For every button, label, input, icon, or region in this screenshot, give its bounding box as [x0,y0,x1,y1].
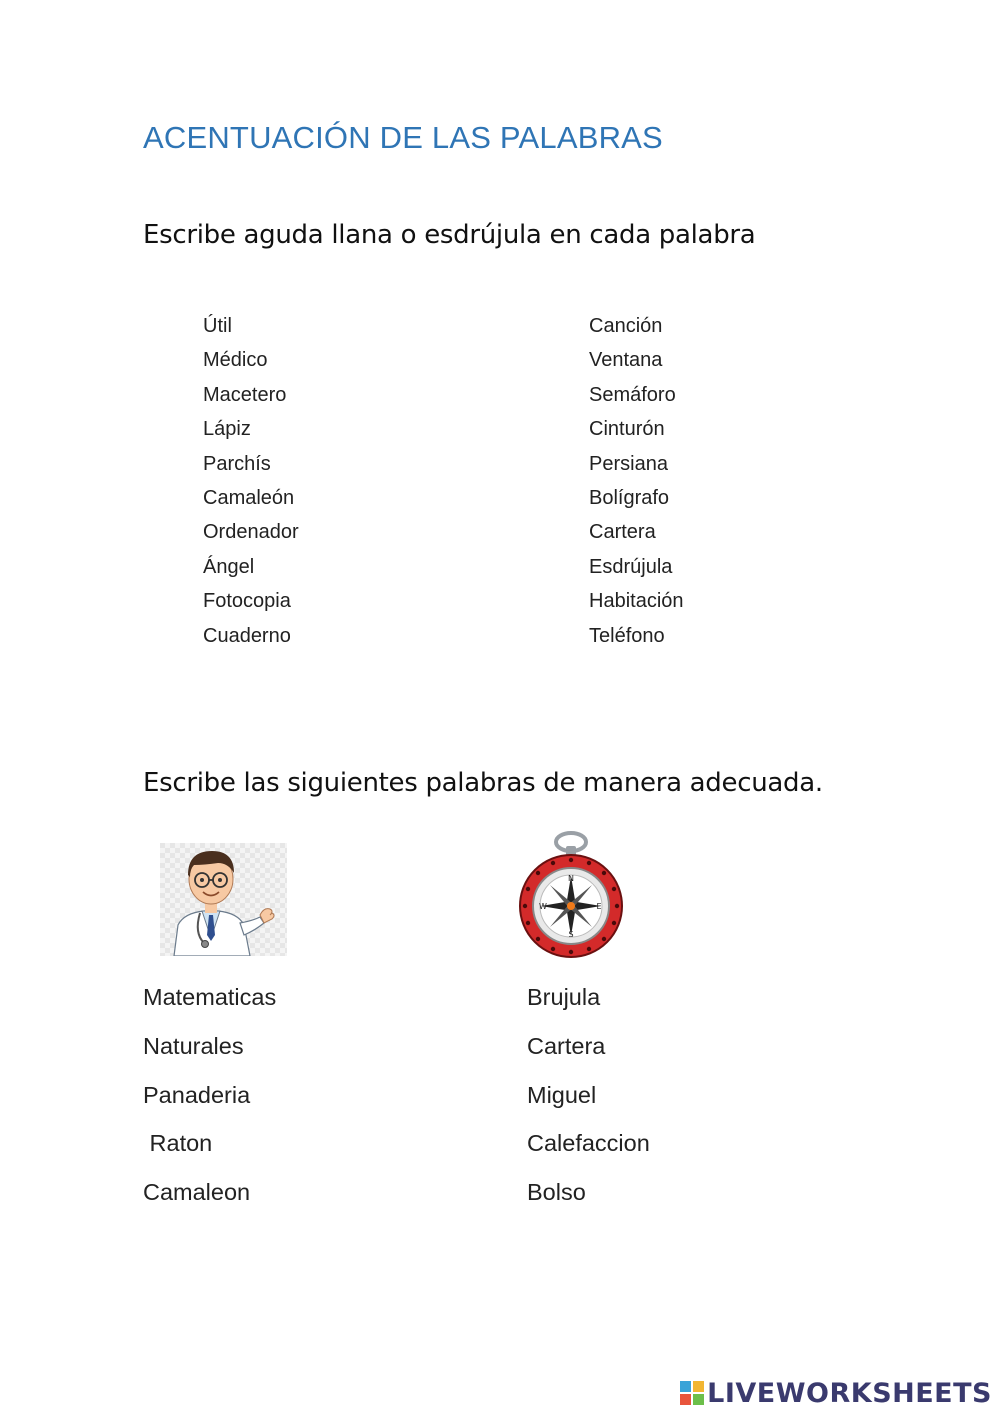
word-item: Médico [203,349,268,372]
word-item: Ventana [589,349,663,372]
spelling-word: Brujula [527,984,601,1010]
compass-north-label: N [568,874,574,883]
word-item: Útil [203,315,232,337]
spelling-word: Matematicas [143,984,277,1010]
word-item: Fotocopia [203,590,291,613]
spelling-column-right [527,982,650,1226]
spelling-word: Cartera [527,1032,606,1059]
word-item: Ordenador [203,521,299,544]
compass-east-label: E [596,902,602,911]
instruction-2: Escribe las siguientes palabras de manera adecuada. [143,768,823,798]
word-item: Semáforo [589,383,676,406]
word-item: Habitación [589,590,684,613]
compass-south-label: S [568,930,574,939]
liveworksheets-logo-icon [680,1381,704,1405]
word-item: Cinturón [589,418,665,441]
word-item: Teléfono [589,624,665,647]
spelling-word: Calefaccion [527,1130,650,1157]
word-item: Parchís [203,452,271,475]
word-item: Esdrújula [589,555,673,578]
instruction-1: Escribe aguda llana o esdrújula en cada palabra [143,220,756,250]
spelling-column-left [143,982,276,1226]
liveworksheets-logo [680,1376,992,1410]
spelling-word: Bolso [527,1179,586,1206]
page-title: ACENTUACIÓN DE LAS PALABRAS [143,120,663,155]
word-item: Macetero [203,383,287,406]
word-item: Cuaderno [203,624,291,647]
word-item: Lápiz [203,418,251,441]
spelling-word: Miguel [527,1081,597,1108]
compass-west-label: W [539,902,547,911]
word-item: Canción [589,315,663,337]
spelling-word: Raton [143,1130,213,1157]
word-column-right [589,312,684,656]
word-item: Camaleón [203,486,295,509]
word-item: Cartera [589,521,656,544]
spelling-word: Camaleon [143,1179,251,1206]
word-item: Ángel [203,555,255,578]
word-item: Bolígrafo [589,486,670,509]
liveworksheets-brand-text: LIVEWORKSHEETS [707,1377,992,1409]
spelling-word: Panaderia [143,1081,251,1108]
spelling-word: Naturales [143,1032,244,1059]
doctor-illustration [160,843,287,956]
word-column-left [203,312,299,656]
word-item: Persiana [589,452,668,475]
compass-illustration [515,830,627,958]
